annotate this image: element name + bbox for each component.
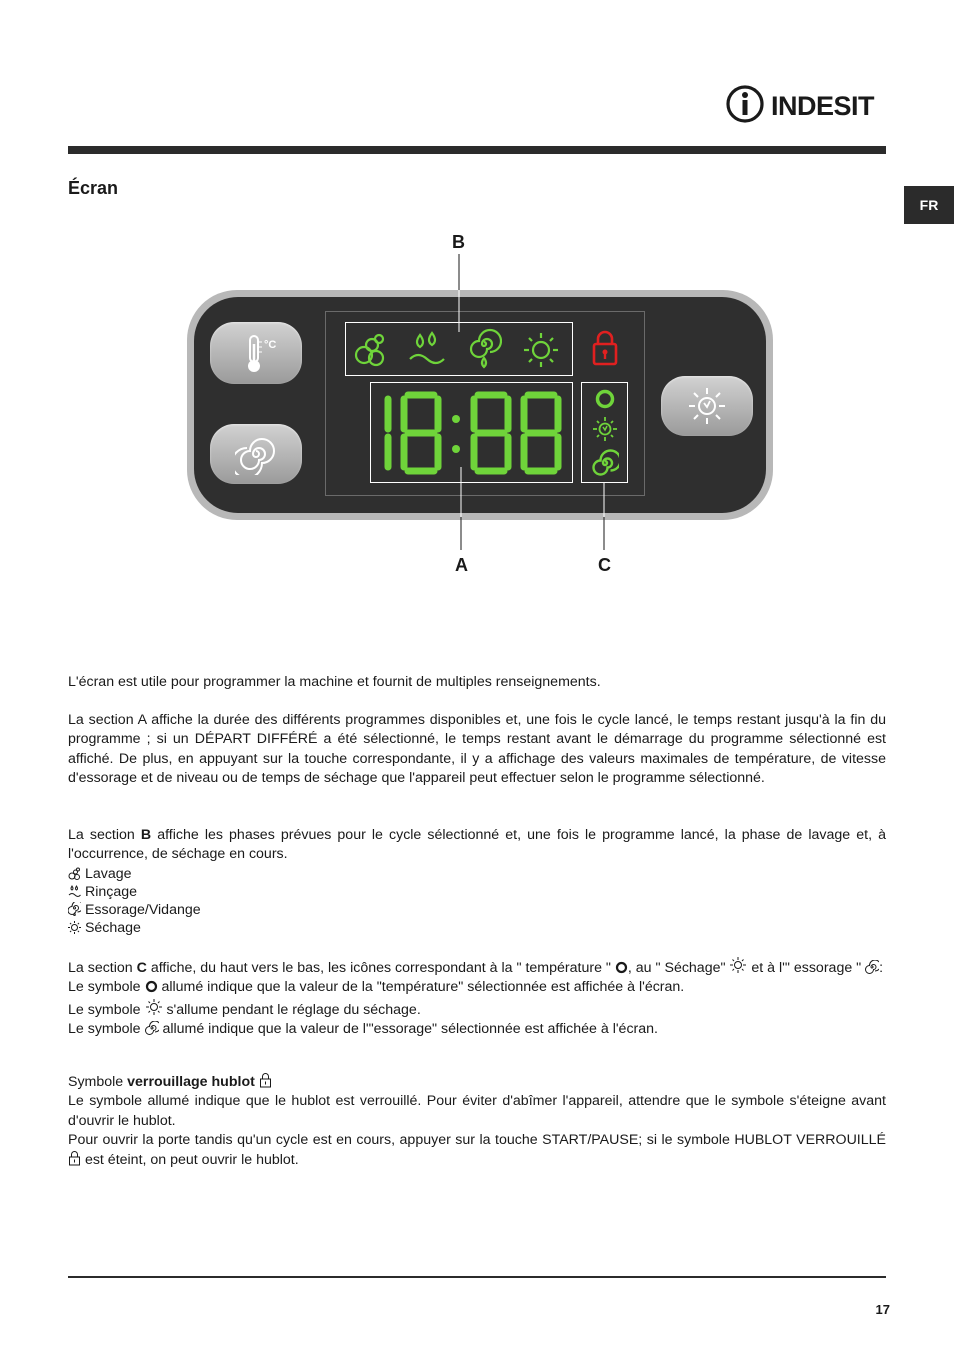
section-c-part2: , au " Séchage" (627, 960, 730, 976)
section-c-part1: affiche, du haut vers le bas, les icônes correspondant à la " température " (146, 960, 615, 976)
temp-unit-label: °C (264, 339, 277, 351)
lock-prefix: Symbole (68, 1074, 128, 1090)
section-b-text (68, 826, 886, 865)
temp-symbol-line (68, 978, 886, 997)
lavage-small-icon (68, 867, 81, 880)
callout-b: B (452, 232, 465, 252)
language-tab: FR (904, 186, 954, 224)
spin-symbol-line (68, 1020, 886, 1039)
section-b-letter: B (140, 827, 152, 843)
section-a-paragraph (68, 711, 886, 788)
brand-name: INDESIT (771, 91, 875, 121)
section-c-part4: : (879, 960, 884, 976)
lock-text-1: Le symbole allumé indique que le hublot est verrouillé. Pour éviter d'abîmer l'appareil, attendre que le symbole s'éteigne avant d'ouvrir le hublot. (68, 1093, 886, 1129)
temperature-ring-inline-icon (615, 961, 628, 974)
spin-symbol-prefix: Le symbole (68, 1020, 145, 1037)
intro-text: L'écran est utile pour programmer la machine et fournit de multiples renseignements. (68, 674, 601, 690)
lock-heading (68, 1072, 886, 1092)
bottom-rule (68, 1276, 886, 1278)
temperature-ring-inline-icon (145, 980, 158, 993)
phase-sechage-label: Séchage (81, 919, 141, 936)
sechage-small-icon (68, 921, 81, 934)
section-b-paragraph (68, 826, 886, 937)
section-title: Écran (68, 178, 119, 198)
essorage-spiral-inline-icon (145, 1021, 159, 1035)
phase-lavage-label: Lavage (81, 865, 132, 882)
phase-rincage-label: Rinçage (81, 883, 137, 900)
lock-bold-label: verrouillage hublot (127, 1074, 255, 1090)
lock-text-2 (68, 1131, 886, 1171)
phase-sechage-line (68, 919, 886, 937)
lock-text-2a: Pour ouvrir la porte tandis qu'un cycle est en cours, appuyer sur la touche START/PAUSE; si le symbole HUBLOT VERROUILLÉ (68, 1131, 886, 1148)
lock-inline-icon (259, 1072, 272, 1088)
sechage-timer-inline-icon (145, 998, 163, 1016)
section-c-part3: et à l'" essorage " (747, 960, 866, 976)
section-c-paragraph (68, 956, 886, 1039)
temp-symbol-prefix: Le symbole (68, 979, 145, 996)
dry-symbol-prefix: Le symbole (68, 1001, 145, 1018)
temp-symbol-rest: allumé indique que la valeur de la "température" sélectionnée est affichée à l'écran. (157, 979, 685, 996)
essorage-small-icon (68, 902, 81, 916)
section-c-text (68, 956, 886, 978)
dry-symbol-rest: s'allume pendant le réglage du séchage. (162, 1001, 421, 1018)
phase-rincage-line (68, 883, 886, 901)
section-b-rest: affiche les phases prévues pour le cycle sélectionné et, une fois le programme lancé, la phase de lavage et, à l'occurrence, de séchage en cours. (68, 827, 886, 863)
callout-c: C (598, 555, 611, 575)
phase-essorage-label: Essorage/Vidange (81, 901, 201, 918)
rincage-small-icon (68, 885, 81, 898)
lock-text-2b: est éteint, on peut ouvrir le hublot. (81, 1152, 299, 1169)
essorage-spiral-inline-icon (865, 960, 879, 974)
sechage-timer-inline-icon (729, 956, 747, 974)
page-number: 17 (875, 1302, 890, 1317)
dry-symbol-line (68, 998, 886, 1020)
phase-lavage-line (68, 865, 886, 883)
intro-paragraph (68, 673, 886, 692)
phase-essorage-line (68, 901, 886, 919)
section-c-prefix: La section (68, 960, 137, 976)
callout-leader-lines (0, 0, 954, 600)
section-b-prefix: La section (68, 827, 141, 843)
callout-a: A (455, 555, 468, 575)
lock-inline-icon (68, 1150, 81, 1166)
section-c-letter: C (136, 960, 147, 976)
section-a-text: La section A affiche la durée des différents programmes disponibles et, une fois le cycle lancé, le temps restant jusqu'à la fin du programme ; si un DÉPART DIFFÉRÉ a été sélectionné, le temps restant avant le démarrage du programme sélectionné est affiché. De plus, en appuyant sur la touche correspondante, il y a affichage des valeurs maximales de température, de vitesse d'essorage et de niveau ou de temps de séchage que l'appareil peut effectuer selon le programme sélectionné. (68, 712, 886, 786)
spin-symbol-rest: allumé indique que la valeur de l'"essorage" sélectionnée est affichée à l'écran. (158, 1020, 658, 1037)
lock-paragraph (68, 1072, 886, 1170)
